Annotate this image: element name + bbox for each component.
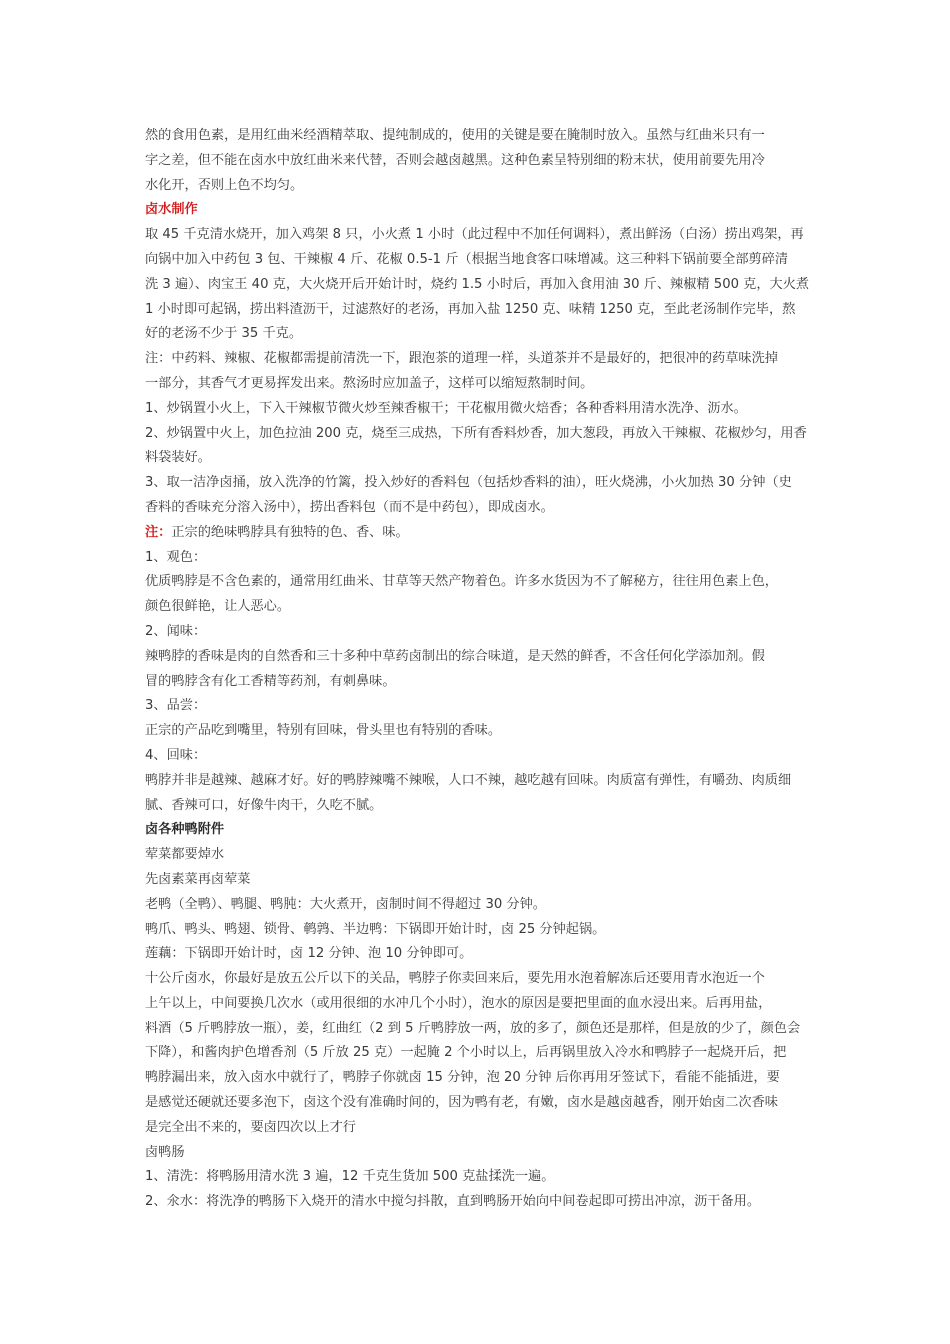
text-line: 优质鸭脖是不含色素的，通常用红曲米、甘草等天然产物着色。许多水货因为不了解秘方，往往用色素上色， (145, 574, 778, 590)
text-line: 字之差，但不能在卤水中放红曲米来代替，否则会越卤越黑。这种色素呈特别细的粉末状，使用前要先用冷 (145, 152, 765, 168)
text-line: 1 小时即可起锅，捞出料渣沥干，过滤熬好的老汤，再加入盐 1250 克、味精 1250 克，至此老汤制作完毕，熬 (145, 301, 796, 317)
text-line: 好的老汤不少于 35 千克。 (145, 326, 303, 342)
text-line: 先卤素菜再卤荤菜 (145, 871, 251, 887)
text-line: 料酒（5 斤鸭脖放一瓶），姜，红曲红（2 到 5 斤鸭脖放一两，放的多了，颜色还是那样，但是放的少了，颜色会 (145, 1020, 801, 1036)
text-line: 洗 3 遍）、肉宝王 40 克，大火烧开后开始计时，烧约 1.5 小时后，再加入食用油 30 斤、辣椒精 500 克，大火煮 (145, 276, 810, 292)
text-line: 鸭爪、鸭头、鸭翅、锁骨、鹌鹑、半边鸭：下锅即开始计时，卤 25 分钟起锅。 (145, 921, 606, 937)
text-line: 1、清洗：将鸭肠用清水洗 3 遍，12 千克生货加 500 克盐揉洗一遍。 (145, 1169, 555, 1185)
document-page (145, 124, 813, 1215)
text-line: 鸭脖并非是越辣、越麻才好。好的鸭脖辣嘴不辣喉，人口不辣，越吃越有回味。肉质富有弹性，有嚼劲、肉质细 (145, 772, 792, 788)
text-line: 向锅中加入中药包 3 包、干辣椒 4 斤、花椒 0.5-1 斤（根据当地食客口味增减。这三种料下锅前要全部剪碎清 (145, 251, 789, 267)
text-line: 下降），和酱肉护色增香剂（5 斤放 25 克）一起腌 2 个小时以上，后再锅里放入冷水和鸭脖子一起烧开后，把 (145, 1045, 787, 1061)
text-line: 然的食用色素，是用红曲米经酒精萃取、提纯制成的，使用的关键是要在腌制时放入。虽然与红曲米只有一 (145, 128, 765, 143)
text-line: 颜色很鲜艳，让人恶心。 (145, 599, 291, 615)
text-line: 2、闻味： (145, 623, 207, 639)
text-line: 卤鸭肠 (145, 1144, 185, 1160)
section-heading: 卤水制作 (145, 202, 198, 218)
text-line: 一部分，其香气才更易挥发出来。熬汤时应加盖子，这样可以缩短熬制时间。 (145, 375, 594, 391)
text-line: 注：中药料、辣椒、花椒都需提前清洗一下，跟泡茶的道理一样，头道茶并不是最好的，把很冲的药草味洗掉 (145, 351, 778, 367)
text-line: 十公斤卤水，你最好是放五公斤以下的关品，鸭脖子你卖回来后，要先用水泡着解冻后还要用青水泡近一个 (145, 971, 765, 987)
note-label: 注： (145, 524, 172, 540)
note-text: 正宗的绝味鸭脖具有独特的色、香、味。 (171, 524, 409, 540)
text-line: 1、观色： (145, 549, 207, 565)
text-line: 1、炒锅置小火上，下入干辣椒节微火炒至辣香椒干；干花椒用微火焙香；各种香料用清水洗净、沥水。 (145, 400, 747, 416)
text-line: 是感觉还硬就还要多泡下，卤这个没有准确时间的，因为鸭有老，有嫩，卤水是越卤越香，刚开始卤二次香味 (145, 1095, 778, 1111)
text-line: 4、回味： (145, 747, 207, 763)
note-line (145, 521, 813, 546)
text-line: 正宗的产品吃到嘴里，特别有回味，骨头里也有特别的香味。 (145, 723, 502, 739)
text-line: 腻、香辣可口，好像牛肉干，久吃不腻。 (145, 797, 383, 813)
text-line: 2、氽水：将洗净的鸭肠下入烧开的清水中搅匀抖散，直到鸭肠开始向中间卷起即可捞出冲凉，沥干备用。 (145, 1194, 761, 1210)
text-line: 上午以上，中间要换几次水（或用很细的水冲几个小时），泡水的原因是要把里面的血水浸出来。后再用盐， (145, 995, 772, 1011)
section-heading: 卤各种鸭附件 (145, 822, 225, 838)
text-line: 辣鸭脖的香味是肉的自然香和三十多种中草药卤制出的综合味道，是天然的鲜香，不含任何化学添加剂。假 (145, 648, 765, 664)
text-line: 2、炒锅置中火上，加色拉油 200 克，烧至三成热，下所有香料炒香，加大葱段，再放入干辣椒、花椒炒匀，用香 (145, 425, 807, 441)
text-line: 冒的鸭脖含有化工香精等药剂，有刺鼻味。 (145, 673, 396, 689)
text-line: 水化开，否则上色不均匀。 (145, 177, 304, 193)
text-line: 鸭脖漏出来，放入卤水中就行了，鸭脖子你就卤 15 分钟，泡 20 分钟 后你再用牙签试下，看能不能插进，要 (145, 1070, 780, 1086)
text-line: 3、取一洁净卤捅，放入洗净的竹篱，投入炒好的香料包（包括炒香料的油），旺火烧沸，小火加热 30 分钟（史 (145, 475, 792, 491)
text-line: 老鸭（全鸭）、鸭腿、鸭肫：大火煮开，卤制时间不得超过 30 分钟。 (145, 896, 546, 912)
text-line: 是完全出不来的，要卤四次以上才行 (145, 1119, 356, 1135)
text-line: 3、品尝： (145, 698, 207, 714)
text-line: 取 45 千克清水烧开，加入鸡架 8 只，小火煮 1 小时（此过程中不加任何调料），煮出鲜汤（白汤）捞出鸡架，再 (145, 227, 804, 243)
text-line: 香料的香味充分溶入汤中），捞出香料包（而不是中药包），即成卤水。 (145, 499, 554, 515)
text-line: 莲藕：下锅即开始计时，卤 12 分钟、泡 10 分钟即可。 (145, 946, 473, 962)
text-line: 荤菜都要焯水 (145, 847, 225, 863)
text-line: 料袋装好。 (145, 450, 211, 466)
